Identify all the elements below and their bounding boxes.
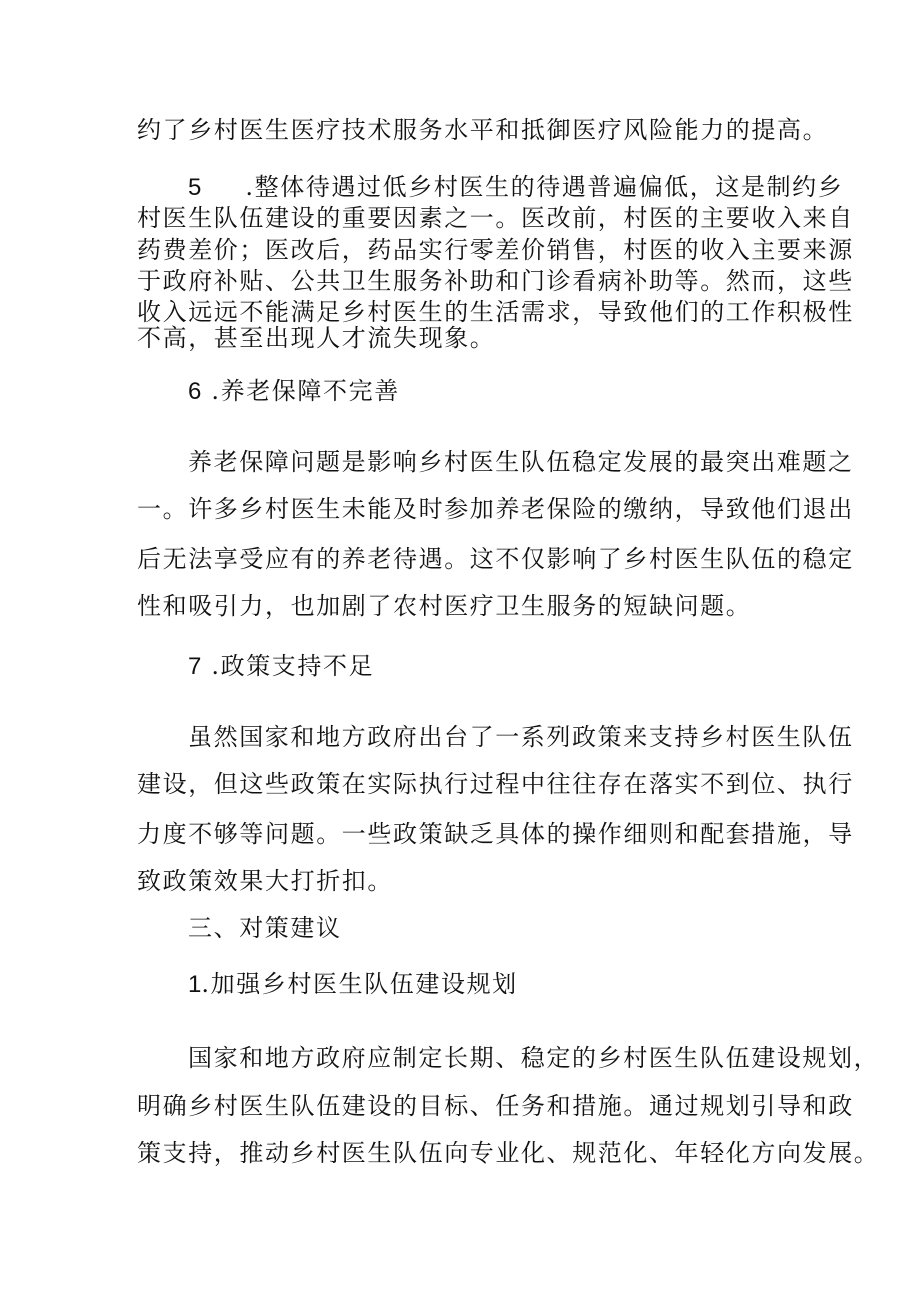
paragraph-line: 策支持，推动乡村医生队伍向专业化、规范化、年轻化方向发展。	[137, 1139, 880, 1167]
item-title: .加强乡村医生队伍建设规划	[201, 970, 518, 998]
paragraph-line: 养老保障问题是影响乡村医生队伍稳定发展的最突出难题之	[188, 448, 854, 476]
paragraph-line: 于政府补贴、公共卫生服务补助和门诊看病补助等。然而，这些	[137, 267, 854, 295]
paragraph-line: 约了乡村医生医疗技术服务水平和抵御医疗风险能力的提高。	[137, 116, 829, 144]
item-7-heading	[188, 651, 374, 682]
paragraph-line: 建设，但这些政策在实际执行过程中往往存在落实不到位、执行	[137, 770, 854, 798]
item-title: .养老保障不完善	[211, 377, 400, 405]
paragraph-line: 村医生队伍建设的重要因素之一。医改前，村医的主要收入来自	[137, 204, 854, 232]
item-5-first-line	[188, 172, 843, 203]
paragraph-line: 明确乡村医生队伍建设的目标、任务和措施。通过规划引导和政	[137, 1092, 854, 1120]
paragraph-line: 致政策效果大打折扣。	[137, 867, 393, 895]
item-title: .政策支持不足	[211, 652, 375, 680]
item-number: 6	[188, 378, 202, 405]
section-heading: 三、对策建议	[188, 914, 342, 942]
paragraph-line: 虽然国家和地方政府出台了一系列政策来支持乡村医生队伍	[188, 723, 854, 751]
item-text: .整体待遇过低乡村医生的待遇普遍偏低，这是制约乡	[245, 173, 844, 201]
item-number: 7	[188, 653, 202, 680]
paragraph-line: 性和吸引力，也加剧了农村医疗卫生服务的短缺问题。	[137, 592, 752, 620]
paragraph-line: 后无法享受应有的养老待遇。这不仅影响了乡村医生队伍的稳定	[137, 545, 854, 573]
item-number: 1	[188, 971, 202, 998]
paragraph-line: 药费差价；医改后，药品实行零差价销售，村医的收入主要来源	[137, 236, 854, 264]
paragraph-line: 不高，甚至出现人才流失现象。	[137, 324, 496, 352]
item-number: 5	[188, 174, 202, 201]
item-6-heading	[188, 376, 400, 407]
item-1-heading	[188, 969, 518, 1000]
paragraph-line: 力度不够等问题。一些政策缺乏具体的操作细则和配套措施，导	[137, 820, 854, 848]
paragraph-line: 国家和地方政府应制定长期、稳定的乡村医生队伍建设规划，	[188, 1044, 880, 1072]
paragraph-line: 一。许多乡村医生未能及时参加养老保险的缴纳，导致他们退出	[137, 495, 854, 523]
paragraph-line: 收入远远不能满足乡村医生的生活需求，导致他们的工作积极性	[137, 298, 854, 326]
